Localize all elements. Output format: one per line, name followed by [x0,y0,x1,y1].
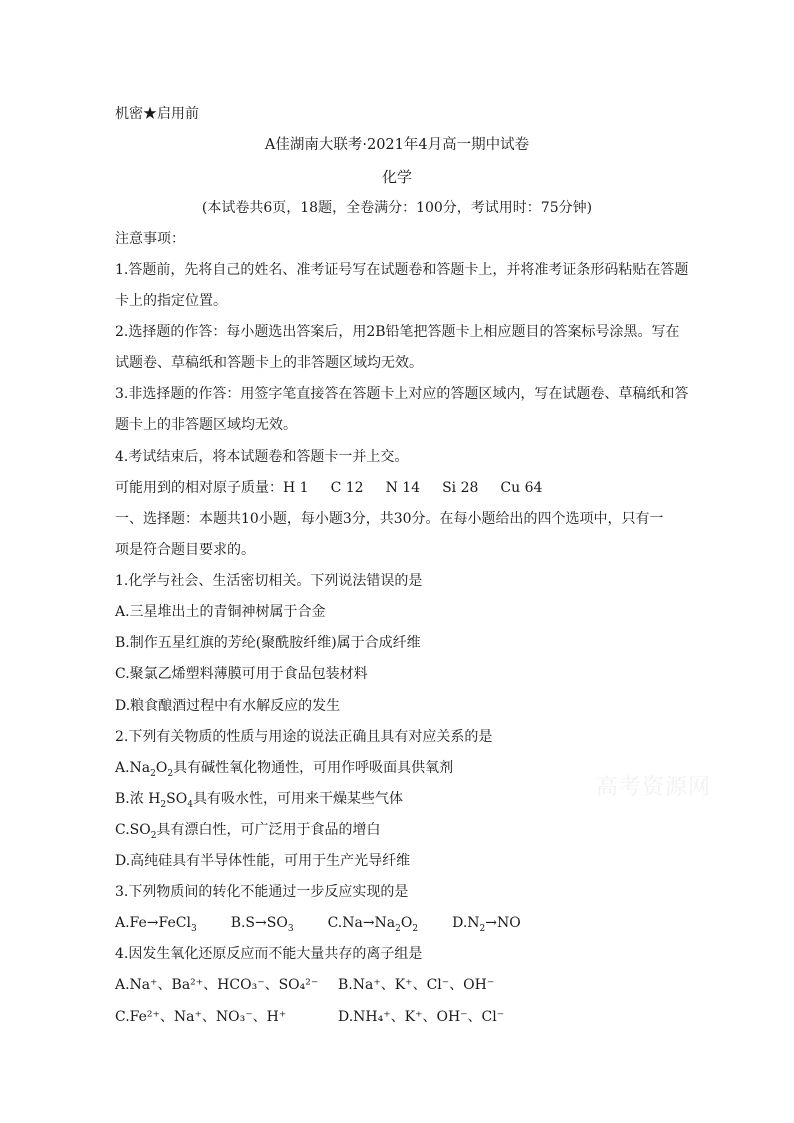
q2-a-text-2: O [155,760,168,776]
q2-a-text-3: 具有碱性氧化物通性，可用作呼吸面具供氧剂 [173,760,454,776]
atomic-mass-line [115,479,542,497]
q3-b-text: B.S→SO [230,915,288,931]
mass-n: N 14 [385,480,421,496]
q1-option-b: B.制作五星红旗的芳纶(聚酰胺纤维)属于合成纤维 [115,635,421,651]
q4-option-d: D.NH₄⁺、K⁺、OH⁻、Cl⁻ [338,1009,505,1025]
atomic-mass-label: 可能用到的相对原子质量： [115,480,283,496]
q3-option-c [327,915,419,934]
q2-b-text-1: B.浓 H [115,791,161,807]
q1-option-d: D.粮食酿酒过程中有水解反应的发生 [115,698,341,714]
subject-title: 化学 [381,168,412,186]
mass-cu: Cu 64 [500,480,543,496]
confidential-label: 机密★启用前 [115,106,199,122]
q2-b-sub-2: 4 [187,799,193,810]
q4-option-b: B.Na⁺、K⁺、Cl⁻、OH⁻ [338,977,495,993]
section-1-intro-line-2: 项是符合题目要求的。 [115,542,255,558]
q2-b-text-3: 具有吸水性，可用来干燥某些气体 [192,791,403,807]
q3-option-d [452,915,521,934]
q1-stem: 1.化学与社会、生活密切相关。下列说法错误的是 [115,573,423,589]
q4-option-a: A.Na⁺、Ba²⁺、HCO₃⁻、SO₄²⁻ [115,977,319,993]
q2-option-c [115,821,380,839]
q3-a-text: A.Fe→FeCl [115,915,191,931]
q4-option-c: C.Fe²⁺、Na⁺、NO₃⁻、H⁺ [115,1009,287,1025]
q2-c-text-1: C.SO [115,822,151,838]
section-1-intro-line-1: 一、选择题：本题共10小题，每小题3分，共30分。在每小题给出的四个选项中，只有一 [115,511,664,527]
q1-option-a: A.三星堆出土的青铜神树属于合金 [115,604,326,620]
note-1-line-1: 1.答题前，先将自己的姓名、准考证号写在试题卷和答题卡上，并将准考证条形码粘贴在答题 [115,262,689,278]
q3-d-sub: 2 [479,923,486,934]
note-3-line-2: 题卡上的非答题区域均无效。 [115,417,297,433]
q3-c-text-2: O [400,915,413,931]
q3-b-sub: 3 [287,923,294,934]
q1-option-c: C.聚氯乙烯塑料薄膜可用于食品包装材料 [115,666,368,682]
q3-a-sub: 3 [190,923,197,934]
mass-h: H 1 [283,480,309,496]
q3-options [115,914,521,932]
q2-c-text-2: 具有漂白性，可广泛用于食品的增白 [156,822,381,838]
q2-a-sub-1: 2 [150,768,156,779]
notes-heading: 注意事项： [115,231,185,247]
q2-c-sub-1: 2 [150,830,157,841]
q2-option-b [115,790,403,808]
q2-b-sub-1: 2 [160,799,167,810]
exam-title: A佳湖南大联考·2021年4月高一期中试卷 [264,137,530,153]
exam-info: (本试卷共6页，18题，全卷满分：100分，考试用时：75分钟) [201,200,593,216]
note-3-line-1: 3.非选择题的作答：用签字笔直接答在答题卡上对应的答题区域内，写在试题卷、草稿纸和答 [115,386,689,402]
q3-d-text-1: D.N [452,915,480,931]
q2-option-a [115,759,453,777]
watermark: 高考资源网 [596,775,712,800]
q3-c-text-1: C.Na→Na [327,915,396,931]
q3-option-a [115,915,197,934]
q2-a-text-1: A.Na [115,760,151,776]
q2-option-d: D.高纯硅具有半导体性能，可用于生产光导纤维 [115,853,411,869]
note-4: 4.考试结束后，将本试题卷和答题卡一并上交。 [115,449,409,465]
q2-a-sub-2: 2 [167,768,174,779]
note-1-line-2: 卡上的指定位置。 [115,293,227,309]
q2-stem: 2.下列有关物质的性质与用途的说法正确且具有对应关系的是 [115,729,493,745]
q2-b-text-2: SO [166,791,188,807]
mass-c: C 12 [330,480,364,496]
q3-stem: 3.下列物质间的转化不能通过一步反应实现的是 [115,884,409,900]
q3-c-sub-1: 2 [395,923,401,934]
q3-option-b [230,915,294,934]
q4-stem: 4.因发生氧化还原反应而不能大量共存的离子组是 [115,946,423,962]
note-2-line-1: 2.选择题的作答：每小题选出答案后，用2B铅笔把答题卡上相应题目的答案标号涂黑。写在 [115,324,680,340]
note-2-line-2: 试题卷、草稿纸和答题卡上的非答题区域均无效。 [115,355,423,371]
q3-d-text-2: →NO [485,915,521,931]
q3-c-sub-2: 2 [412,923,419,934]
mass-si: Si 28 [442,480,479,496]
